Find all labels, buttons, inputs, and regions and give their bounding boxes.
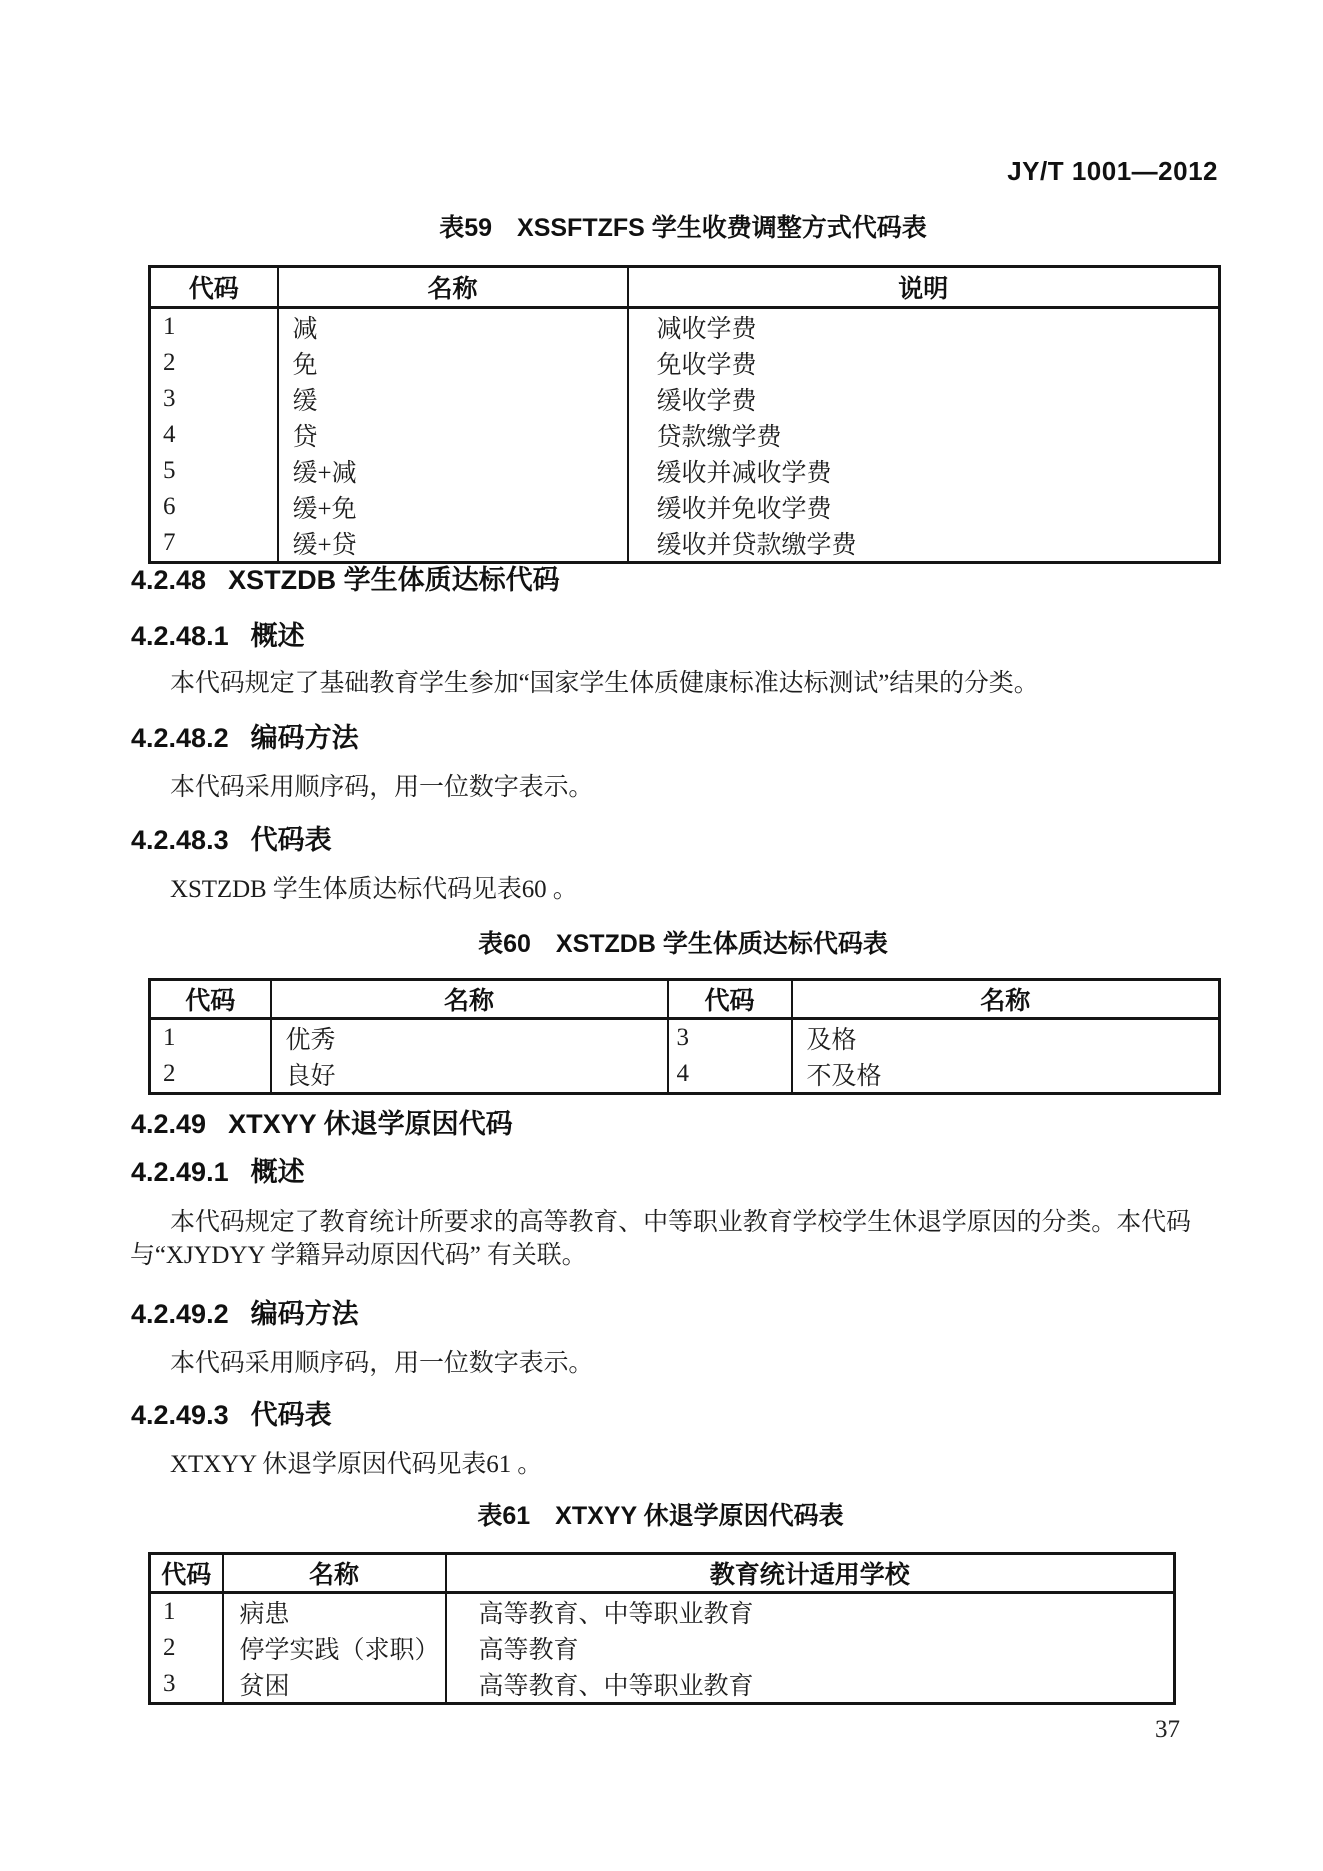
table-cell: 7 xyxy=(163,529,176,556)
table-row xyxy=(150,489,1220,525)
section-number: 4.2.48.1 xyxy=(131,621,229,651)
section-heading-4-2-49-1 xyxy=(131,1155,305,1189)
section-title: 代码表 xyxy=(250,825,332,855)
table-cell: 及格 xyxy=(792,1019,1220,1057)
column-header: 代码 xyxy=(150,267,278,308)
page-number: 37 xyxy=(1155,1716,1180,1743)
paragraph: XSTZDB 学生体质达标代码见表60 。 xyxy=(170,876,578,903)
table-cell: 贫困 xyxy=(223,1666,446,1704)
column-header: 名称 xyxy=(792,980,1220,1019)
table-row xyxy=(150,417,1220,453)
section-heading-4-2-48-3 xyxy=(131,823,332,857)
column-header: 代码 xyxy=(150,1554,223,1593)
section-heading-4-2-49-2 xyxy=(131,1297,359,1331)
table-cell: 1 xyxy=(163,1598,176,1625)
table-cell: 3 xyxy=(163,385,176,412)
table-cell: 缓收并免收学费 xyxy=(628,489,1220,525)
paragraph: 本代码采用顺序码，用一位数字表示。 xyxy=(170,774,594,801)
table59-caption: 表59 XSSFTZFS 学生收费调整方式代码表 xyxy=(439,214,927,242)
section-number: 4.2.48.2 xyxy=(131,723,229,753)
section-heading-4-2-49 xyxy=(131,1107,513,1141)
section-number: 4.2.49.1 xyxy=(131,1157,229,1187)
table-cell: 高等教育、中等职业教育 xyxy=(446,1593,1175,1631)
column-header: 名称 xyxy=(278,267,628,308)
column-header: 说明 xyxy=(628,267,1220,308)
table-cell: 5 xyxy=(163,457,176,484)
section-title: 概述 xyxy=(250,1157,305,1187)
table-cell: 缓+减 xyxy=(278,453,628,489)
section-title: XTXYY 休退学原因代码 xyxy=(228,1109,513,1139)
table-cell: 2 xyxy=(163,1060,176,1087)
column-header: 名称 xyxy=(223,1554,446,1593)
section-number: 4.2.48 xyxy=(131,565,207,595)
table-cell: 4 xyxy=(163,421,176,448)
table-row xyxy=(150,381,1220,417)
table60 xyxy=(148,978,1221,1095)
section-number: 4.2.48.3 xyxy=(131,825,229,855)
table-cell: 1 xyxy=(163,313,176,340)
table-cell: 贷款缴学费 xyxy=(628,417,1220,453)
table-row xyxy=(150,1666,1175,1704)
table-cell: 减 xyxy=(278,308,628,346)
paragraph: XTXYY 休退学原因代码见表61 。 xyxy=(170,1451,543,1478)
table-cell: 停学实践（求职） xyxy=(223,1630,446,1666)
table-cell: 良好 xyxy=(271,1056,668,1094)
column-header: 代码 xyxy=(150,980,271,1019)
table-cell: 病患 xyxy=(223,1593,446,1631)
table60-caption: 表60 XSTZDB 学生体质达标代码表 xyxy=(478,930,888,958)
table-row xyxy=(150,453,1220,489)
paragraph: 本代码规定了基础教育学生参加“国家学生体质健康标准达标测试”结果的分类。 xyxy=(170,670,1039,697)
table-cell: 6 xyxy=(163,493,176,520)
table-cell: 不及格 xyxy=(792,1056,1220,1094)
section-title: 代码表 xyxy=(250,1400,332,1430)
section-number: 4.2.49.3 xyxy=(131,1400,229,1430)
table-cell: 缓收学费 xyxy=(628,381,1220,417)
table61-caption: 表61 XTXYY 休退学原因代码表 xyxy=(477,1502,844,1530)
section-number: 4.2.49.2 xyxy=(131,1299,229,1329)
column-header: 名称 xyxy=(271,980,668,1019)
table-row xyxy=(150,1630,1175,1666)
table61 xyxy=(148,1552,1176,1705)
table-cell: 4 xyxy=(668,1056,792,1094)
table-header-row xyxy=(150,980,1220,1019)
table-cell: 2 xyxy=(163,349,176,376)
section-title: 编码方法 xyxy=(250,1299,359,1329)
table-cell: 贷 xyxy=(278,417,628,453)
column-header: 教育统计适用学校 xyxy=(446,1554,1175,1593)
section-heading-4-2-49-3 xyxy=(131,1398,332,1432)
table-cell: 缓 xyxy=(278,381,628,417)
table-cell: 高等教育 xyxy=(446,1630,1175,1666)
table-cell: 缓收并贷款缴学费 xyxy=(628,525,1220,563)
table-row xyxy=(150,1019,1220,1057)
table-cell: 优秀 xyxy=(271,1019,668,1057)
table-cell: 3 xyxy=(163,1670,176,1697)
table-cell: 减收学费 xyxy=(628,308,1220,346)
table-row xyxy=(150,345,1220,381)
section-number: 4.2.49 xyxy=(131,1109,207,1139)
section-heading-4-2-48-2 xyxy=(131,721,359,755)
table-cell: 高等教育、中等职业教育 xyxy=(446,1666,1175,1704)
table-header-row xyxy=(150,267,1220,308)
table-cell: 免 xyxy=(278,345,628,381)
table-cell: 免收学费 xyxy=(628,345,1220,381)
table-row xyxy=(150,1056,1220,1094)
table-cell: 缓+贷 xyxy=(278,525,628,563)
column-header: 代码 xyxy=(668,980,792,1019)
section-heading-4-2-48 xyxy=(131,563,560,597)
table-cell: 1 xyxy=(163,1024,176,1051)
standard-number: JY/T 1001—2012 xyxy=(1007,156,1218,186)
table-cell: 缓+免 xyxy=(278,489,628,525)
table-row xyxy=(150,1593,1175,1631)
section-title: 编码方法 xyxy=(250,723,359,753)
table59 xyxy=(148,265,1221,564)
section-title: 概述 xyxy=(250,621,305,651)
paragraph: 本代码采用顺序码，用一位数字表示。 xyxy=(170,1350,594,1377)
table-cell: 3 xyxy=(668,1019,792,1057)
table-header-row xyxy=(150,1554,1175,1593)
table-cell: 2 xyxy=(163,1634,176,1661)
paragraph: 本代码规定了教育统计所要求的高等教育、中等职业教育学校学生休退学原因的分类。本代码与“XJYDYY 学籍异动原因代码” 有关联。 xyxy=(130,1209,1191,1269)
section-title: XSTZDB 学生体质达标代码 xyxy=(228,565,560,595)
section-heading-4-2-48-1 xyxy=(131,619,305,653)
table-row xyxy=(150,308,1220,346)
table-cell: 缓收并减收学费 xyxy=(628,453,1220,489)
table-row xyxy=(150,525,1220,563)
